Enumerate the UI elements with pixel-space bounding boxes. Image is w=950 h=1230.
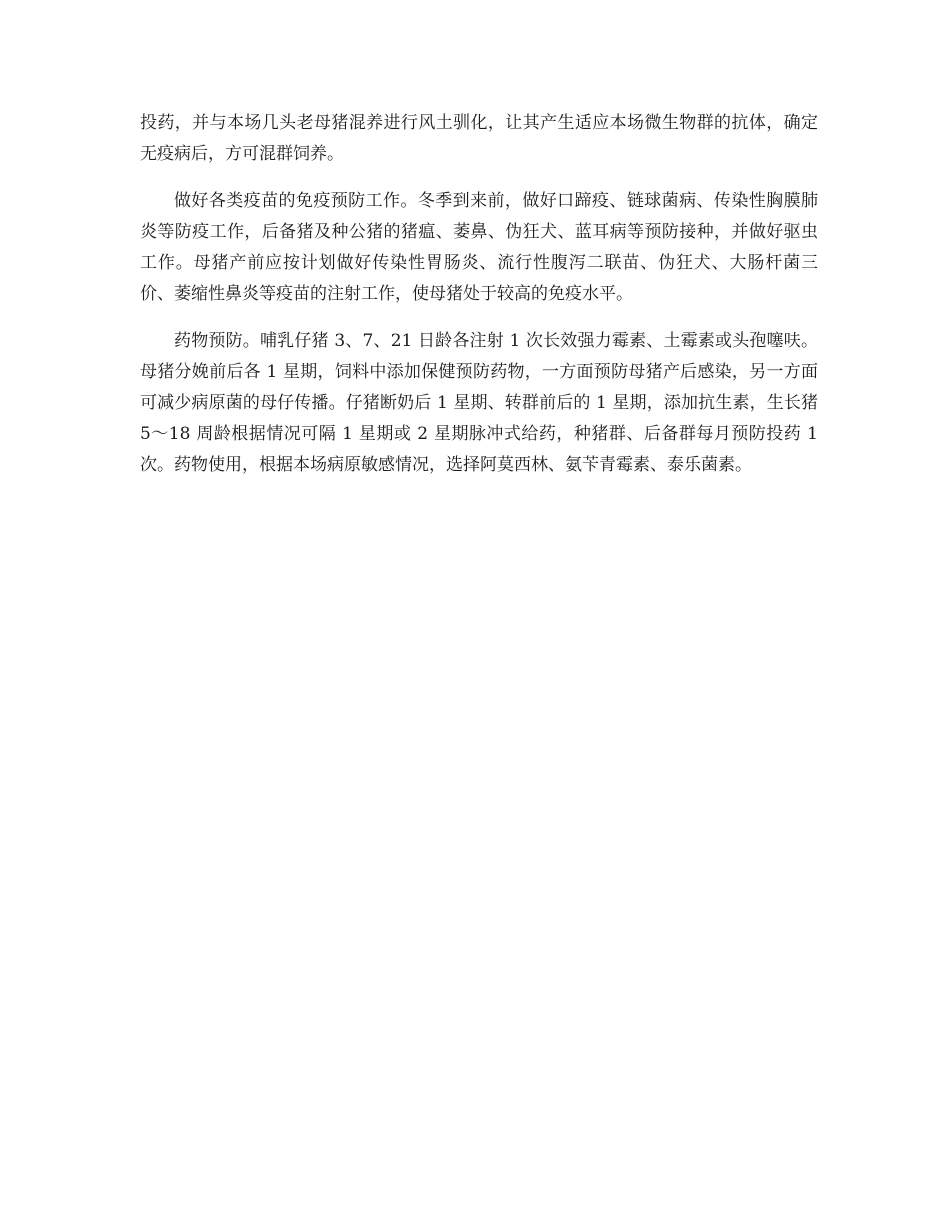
paragraph-continuation: 投药，并与本场几头老母猪混养进行风土驯化，让其产生适应本场微生物群的抗体，确定无疫病后，方可混群饲养。 bbox=[140, 113, 818, 164]
paragraph-vaccine-prevention: 做好各类疫苗的免疫预防工作。冬季到来前，做好口蹄疫、链球菌病、传染性胸膜肺炎等防疫工作，后备猪及种公猪的猪瘟、萎鼻、伪狂犬、蓝耳病等预防接种，并做好驱虫工作。母猪产前应按计划做好传染性胃肠炎、流行性腹泻二联苗、伪狂犬、大肠杆菌三价、萎缩性鼻炎等疫苗的注射工作，使母猪处于较高的免疫水平。 bbox=[140, 191, 818, 304]
paragraph-drug-prevention: 药物预防。哺乳仔猪 3、7、21 日龄各注射 1 次长效强力霉素、土霉素或头孢噻呋。母猪分娩前后各 1 星期，饲料中添加保健预防药物，一方面预防母猪产后感染，另一方面可减少病原菌的母仔传播。仔猪断奶后 1 星期、转群前后的 1 星期，添加抗生素，生长猪 5～18 周龄根据情况可隔 1 星期或 2 星期脉冲式给药，种猪群、后备群每月预防投药 1 次。药物使用，根据本场病原敏感情况，选择阿莫西林、氨苄青霉素、泰乐菌素。 bbox=[140, 331, 818, 475]
document-body bbox=[140, 108, 818, 497]
